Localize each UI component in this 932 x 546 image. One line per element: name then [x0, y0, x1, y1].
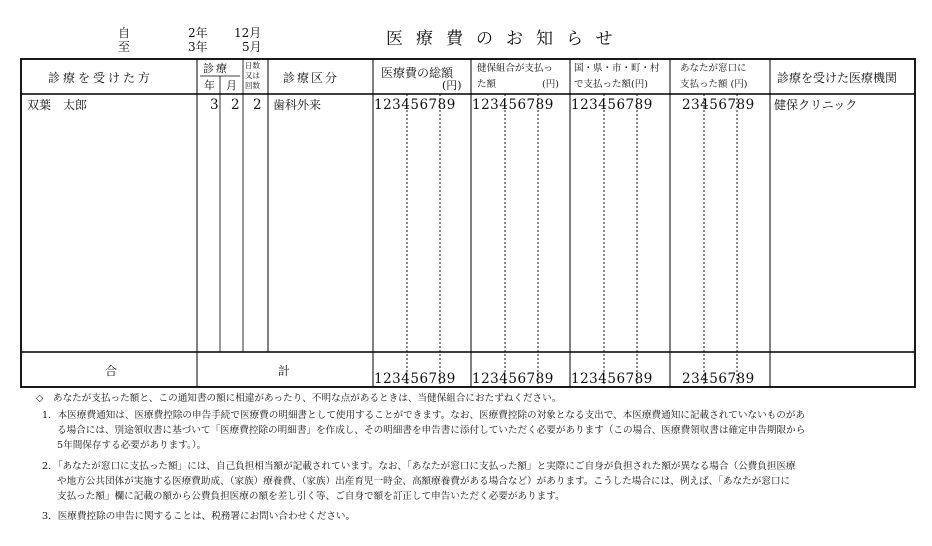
row-kenpo: 123456789: [472, 97, 554, 113]
note-2-line-1: 2．「あなたが窓口に支払った額」には、自己負担相当額が記載されています。なお、「あなたが窓口に支払った額」と実際にご自身が負担された額が異なる場合（公費負担医療: [42, 461, 796, 472]
period-from-year: 2年: [188, 26, 208, 40]
note-1-line-1: 1．本医療費通知は、医療費控除の申告手続で医療費の明細書として使用することができます。なお、医療費控除の対象となる支出で、本医療費通知に記載されていないものがあ: [42, 410, 806, 421]
header-total-1: 医療費の総額: [381, 66, 454, 80]
row-anata: 23456789: [682, 97, 755, 113]
header-year: 年: [204, 79, 215, 92]
period-from-label: 自: [118, 26, 131, 40]
row-total: 123456789: [374, 97, 456, 113]
period-to-label: 至: [118, 40, 131, 54]
header-total-2: (円): [442, 79, 462, 92]
header-kuni-1: 国・県・市・町・村: [574, 63, 660, 74]
header-kuni-2: で支払った額(円): [574, 79, 648, 90]
header-kubun: 診療区分: [283, 71, 340, 85]
header-kikan: 診療を受けた医療機関: [777, 71, 898, 85]
header-kenpo-1: 健保組合が支払っ: [477, 63, 554, 74]
note-2-line-3: 支払った額」欄に記載の額から公費負担医療の額を差し引く等、ご自身で額を訂正して申告いただく必要があります。: [57, 491, 565, 502]
header-anata-2: 支払った額 (円): [680, 79, 748, 90]
period-to-year: 3年: [188, 40, 208, 54]
row-patient: 双葉 太郎: [27, 98, 88, 112]
header-month: 月: [226, 79, 237, 92]
note-general: ◇ あなたが支払った額と、この通知書の額に相違があったり、不明な点があるときは、当健保組合におたずねください。: [36, 393, 562, 404]
header-patient: 診療を受けた方: [48, 71, 154, 85]
note-1-line-2: る場合には、別途領収書に基づいて「医療費控除の明細書」を作成し、その明細書を申告書に添付していただく必要があります（この場合、医療費領収書は確定申告期限から: [57, 425, 806, 436]
totals-label-2: 計: [278, 364, 291, 378]
header-days-2: 又は: [245, 71, 260, 80]
totals-kuni: 123456789: [571, 371, 653, 387]
row-month: 2: [231, 97, 240, 113]
row-days: 2: [253, 97, 262, 113]
header-kenpo-2: た額: [477, 79, 497, 90]
period-to-month: 5月: [242, 40, 262, 54]
period-from-month: 12月: [234, 26, 262, 40]
row-year: 3: [210, 97, 219, 113]
note-3: 3．医療費控除の申告に関することは、税務署にお問い合わせください。: [42, 511, 356, 522]
row-kuni: 123456789: [571, 97, 653, 113]
document-title: 医療費のお知らせ: [386, 29, 626, 49]
header-kenpo-yen: (円): [542, 79, 559, 90]
totals-anata: 23456789: [682, 371, 755, 387]
note-2-line-2: や地方公共団体が実施する医療費助成、（家族）療養費、（家族）出産育児一時金、高額療養費がある場合など）があります。こうした場合には、例えば、「あなたが窓口に: [57, 476, 791, 487]
row-kikan: 健保クリニック: [774, 98, 858, 112]
totals-kenpo: 123456789: [472, 371, 554, 387]
header-days-3: 回数: [245, 81, 260, 90]
row-kubun: 歯科外来: [273, 98, 322, 112]
note-1-line-3: 5年間保存する必要があります。）。: [57, 440, 207, 451]
header-shinryo: 診療: [203, 62, 229, 75]
header-anata-1: あなたが窓口に: [680, 63, 747, 74]
totals-total: 123456789: [374, 371, 456, 387]
header-days-1: 日数: [245, 61, 260, 70]
totals-label-1: 合: [105, 364, 118, 378]
